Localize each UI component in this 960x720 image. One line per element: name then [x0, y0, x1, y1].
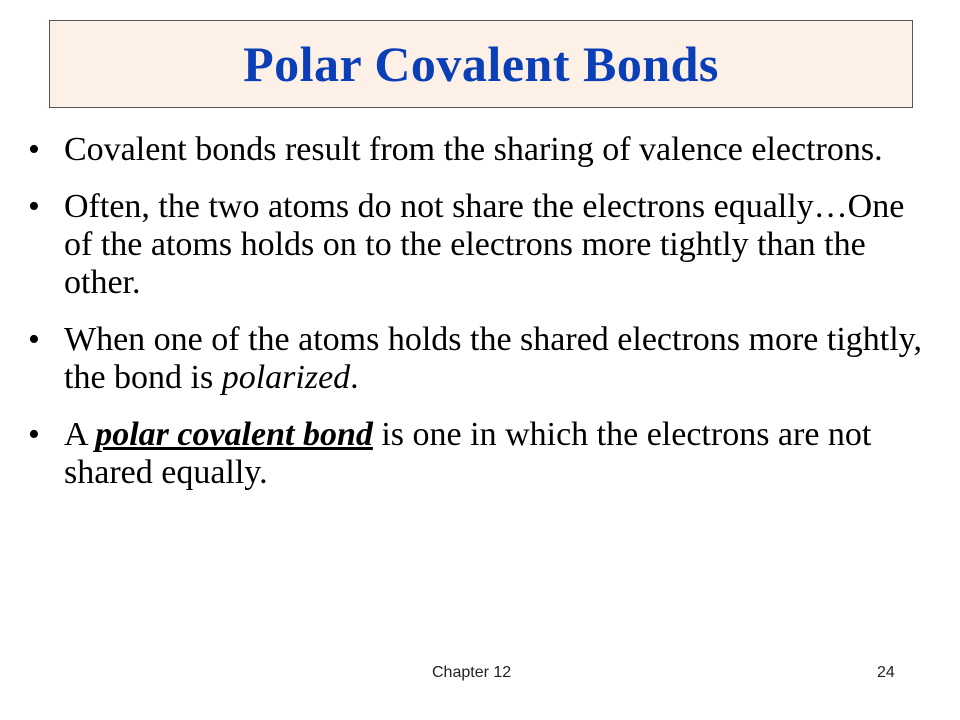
- bullet-text-after: is one in which the electrons are not shared equally.: [64, 416, 872, 491]
- bullet-text: Often, the two atoms do not share the electrons equally…One of the atoms holds on to the electrons more tightly than the other.: [64, 188, 905, 301]
- bullet-text-before: A: [64, 416, 96, 453]
- bullet-item-4: [28, 416, 928, 492]
- bullet-item-3: [28, 321, 928, 397]
- bullet-text: Covalent bonds result from the sharing of valence electrons.: [64, 131, 883, 168]
- bullet-list: [28, 131, 928, 511]
- bullet-item-1: [28, 131, 928, 169]
- polar-covalent-bond-term: polar covalent bond: [95, 416, 373, 453]
- slide-title: Polar Covalent Bonds: [243, 36, 719, 92]
- bullet-marker: •: [28, 321, 40, 358]
- title-box: [49, 20, 913, 108]
- bullet-marker: •: [28, 188, 40, 225]
- bullet-item-2: [28, 188, 928, 302]
- bullet-text-after: .: [350, 359, 359, 396]
- bullet-text-before: When one of the atoms holds the shared electrons more tightly, the bond is: [64, 321, 922, 396]
- bullet-marker: •: [28, 416, 40, 453]
- footer-chapter: Chapter 12: [432, 664, 512, 681]
- bullet-marker: •: [28, 131, 40, 168]
- page-number: 24: [877, 664, 895, 681]
- polarized-emphasis: polarized: [221, 359, 351, 396]
